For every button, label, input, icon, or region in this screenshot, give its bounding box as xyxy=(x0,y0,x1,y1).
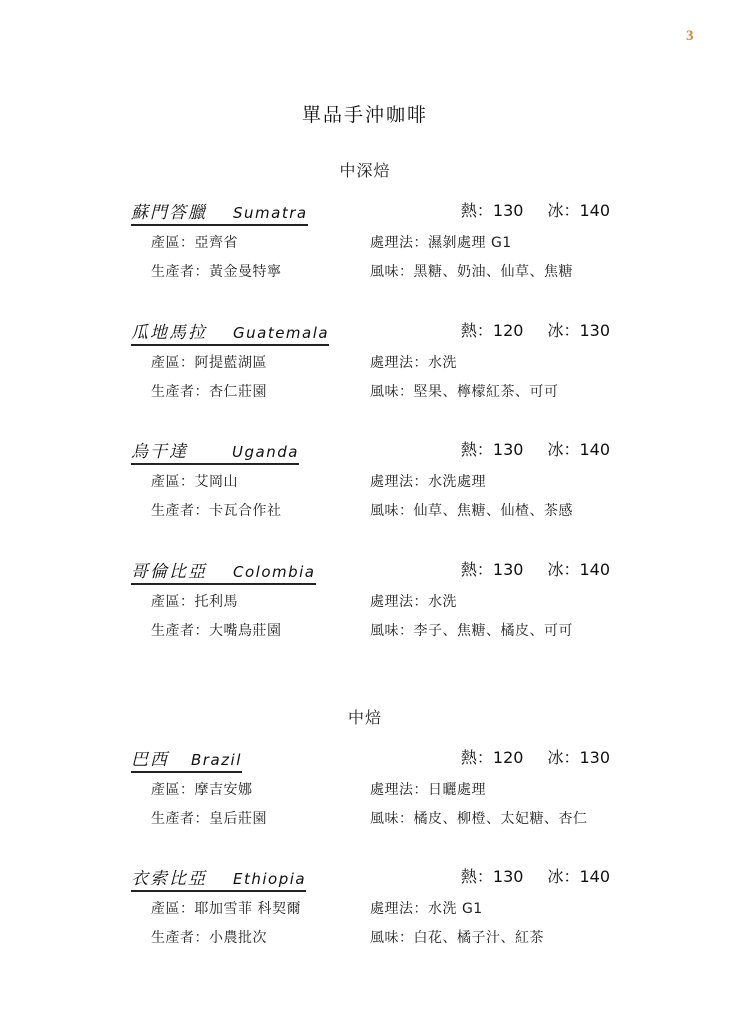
section-title-medium-dark-roast: 中深焙 xyxy=(339,161,391,180)
process: 處理法：水洗 xyxy=(370,594,457,610)
prices xyxy=(461,864,610,887)
process: 處理法：濕剝處理 G1 xyxy=(370,235,512,251)
coffee-name-zh: 瓜地馬拉 xyxy=(131,323,207,343)
coffee-name-en: Ethiopia xyxy=(233,870,307,888)
coffee-header xyxy=(131,198,631,224)
producer: 生產者：大嘴鳥莊園 xyxy=(151,623,282,639)
producer: 生產者：皇后莊園 xyxy=(151,811,267,827)
coffee-item-sumatra xyxy=(131,198,631,290)
flavor: 風味：黑糖、奶油、仙草、焦糖 xyxy=(370,264,573,280)
process: 處理法：水洗處理 xyxy=(370,474,486,490)
hot-price: 130 xyxy=(492,440,524,459)
hot-label: 熱： xyxy=(460,201,493,220)
coffee-name-en: Uganda xyxy=(232,443,299,461)
detail-row xyxy=(131,808,631,837)
region: 產區：阿提藍湖區 xyxy=(151,355,267,371)
hot-label: 熱： xyxy=(460,440,493,459)
coffee-header xyxy=(131,745,631,771)
detail-row xyxy=(131,591,631,620)
process: 處理法：水洗 xyxy=(370,355,457,371)
coffee-name xyxy=(131,557,316,585)
coffee-name xyxy=(131,864,306,892)
coffee-name-en: Sumatra xyxy=(233,204,308,222)
coffee-header xyxy=(131,318,631,344)
region: 產區：亞齊省 xyxy=(151,235,238,251)
flavor: 風味：仙草、焦糖、仙楂、茶感 xyxy=(370,503,573,519)
coffee-header xyxy=(131,557,631,583)
coffee-item-brazil xyxy=(131,745,631,837)
detail-row xyxy=(131,471,631,500)
coffee-name-en: Colombia xyxy=(233,563,316,581)
ice-price: 130 xyxy=(579,748,610,767)
menu-title: 單品手沖咖啡 xyxy=(301,104,428,126)
process: 處理法：日曬處理 xyxy=(370,782,486,798)
coffee-header xyxy=(131,437,631,463)
region: 產區：耶加雪菲 科契爾 xyxy=(151,901,301,917)
flavor: 風味：白花、橘子汁、紅茶 xyxy=(370,930,544,946)
ice-price: 140 xyxy=(579,201,610,220)
producer: 生產者：小農批次 xyxy=(151,930,267,946)
ice-label: 冰： xyxy=(547,440,580,459)
hot-label: 熱： xyxy=(460,748,493,767)
producer: 生產者：卡瓦合作社 xyxy=(151,503,282,519)
hot-label: 熱： xyxy=(460,560,493,579)
ice-price: 140 xyxy=(579,867,610,886)
coffee-name xyxy=(131,745,242,773)
page-number: 3 xyxy=(686,28,694,44)
producer: 生產者：杏仁莊園 xyxy=(151,384,267,400)
hot-price: 130 xyxy=(492,560,524,579)
detail-row xyxy=(131,898,631,927)
coffee-item-guatemala xyxy=(131,318,631,410)
detail-row xyxy=(131,620,631,649)
ice-price: 140 xyxy=(579,440,610,459)
ice-label: 冰： xyxy=(547,748,580,767)
coffee-item-ethiopia xyxy=(131,864,631,956)
coffee-name-en: Guatemala xyxy=(233,324,330,342)
prices xyxy=(461,557,610,580)
coffee-name-zh: 哥倫比亞 xyxy=(131,562,207,582)
hot-price: 130 xyxy=(492,867,524,886)
region: 產區：艾岡山 xyxy=(151,474,238,490)
region: 產區：摩吉安娜 xyxy=(151,782,253,798)
detail-row xyxy=(131,352,631,381)
flavor: 風味：李子、焦糖、橘皮、可可 xyxy=(370,623,573,639)
flavor: 風味：堅果、檸檬紅茶、可可 xyxy=(370,384,559,400)
detail-row xyxy=(131,500,631,529)
coffee-name xyxy=(131,318,329,346)
hot-label: 熱： xyxy=(460,867,493,886)
coffee-name xyxy=(131,198,308,226)
ice-price: 140 xyxy=(579,560,610,579)
detail-row xyxy=(131,261,631,290)
coffee-item-colombia xyxy=(131,557,631,649)
prices xyxy=(461,318,610,341)
coffee-name-en: Brazil xyxy=(191,751,242,769)
ice-price: 130 xyxy=(579,321,610,340)
hot-price: 120 xyxy=(492,748,524,767)
coffee-name-zh: 烏干達 xyxy=(131,442,188,462)
section-title-medium-roast: 中焙 xyxy=(347,708,382,727)
hot-price: 120 xyxy=(492,321,524,340)
prices xyxy=(461,437,610,460)
process: 處理法：水洗 G1 xyxy=(370,901,483,917)
ice-label: 冰： xyxy=(547,560,580,579)
coffee-item-uganda xyxy=(131,437,631,529)
detail-row xyxy=(131,927,631,956)
region: 產區：托利馬 xyxy=(151,594,238,610)
hot-label: 熱： xyxy=(460,321,493,340)
detail-row xyxy=(131,232,631,261)
hot-price: 130 xyxy=(492,201,524,220)
coffee-name-zh: 衣索比亞 xyxy=(131,869,207,889)
ice-label: 冰： xyxy=(547,201,580,220)
coffee-header xyxy=(131,864,631,890)
detail-row xyxy=(131,381,631,410)
coffee-name xyxy=(131,437,299,465)
ice-label: 冰： xyxy=(547,867,580,886)
producer: 生產者：黃金曼特寧 xyxy=(151,264,282,280)
detail-row xyxy=(131,779,631,808)
coffee-name-zh: 蘇門答臘 xyxy=(131,203,207,223)
ice-label: 冰： xyxy=(547,321,580,340)
coffee-name-zh: 巴西 xyxy=(131,750,169,770)
flavor: 風味：橘皮、柳橙、太妃糖、杏仁 xyxy=(370,811,588,827)
prices xyxy=(461,745,610,768)
prices xyxy=(461,198,610,221)
